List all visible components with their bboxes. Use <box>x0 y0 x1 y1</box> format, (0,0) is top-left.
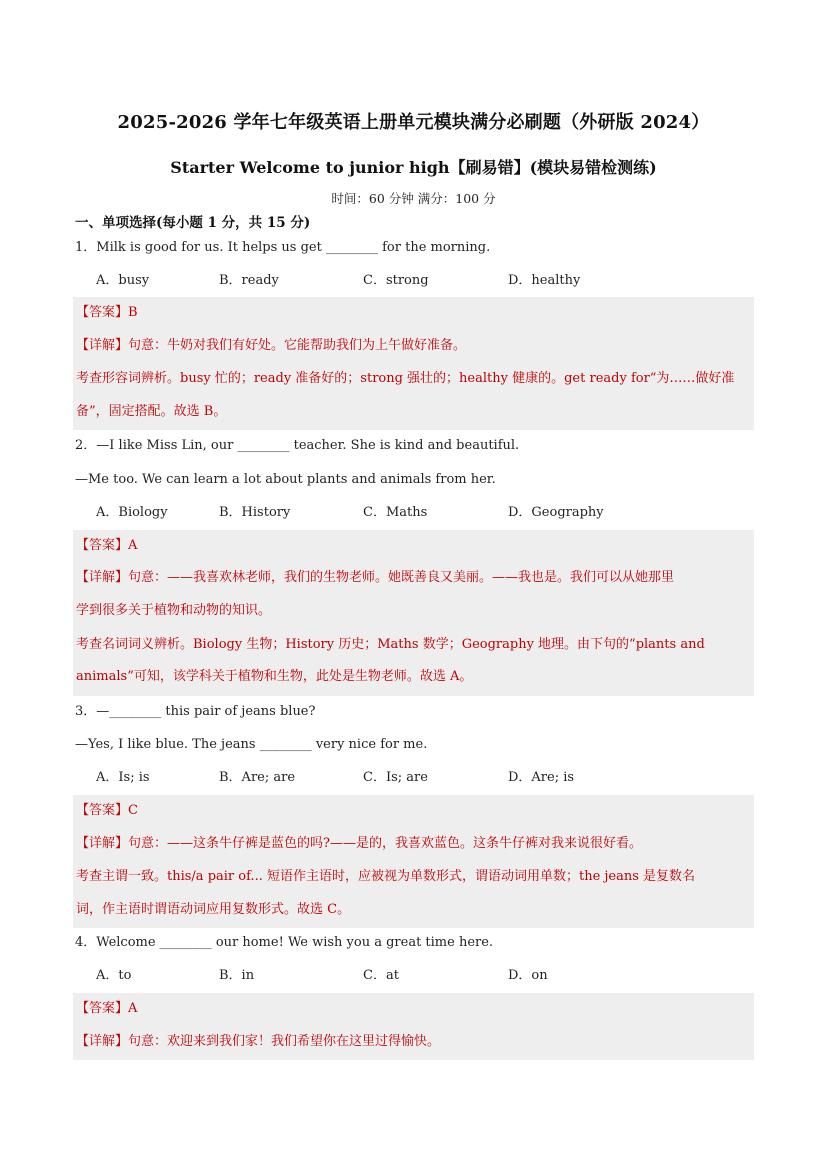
option-a: A．busy <box>96 273 150 288</box>
question-2-stem: 2．—I like Miss Lin, our ________ teacher. She is kind and beautiful. <box>75 438 520 453</box>
option-a: A．Biology <box>96 505 168 520</box>
option-c: C．Is; are <box>363 770 428 785</box>
answer-detail: 【详解】句意：——这条牛仔裤是蓝色的吗?——是的，我喜欢蓝色。这条牛仔裤对我来说很好看。 <box>76 836 642 851</box>
answer-detail: 考查形容词辨析。busy 忙的；ready 准备好的；strong 强壮的；healthy 健康的。get ready for“为……做好准 <box>76 371 735 386</box>
option-a: A．to <box>96 968 132 983</box>
option-d: D．Geography <box>508 505 604 520</box>
answer-detail: 考查主谓一致。this/a pair of... 短语作主语时，应被视为单数形式，谓语动词用单数；the jeans 是复数名 <box>76 869 696 884</box>
question-2-options <box>96 503 696 523</box>
answer-detail: 学到很多关于植物和动物的知识。 <box>76 603 272 618</box>
question-1-options <box>96 271 696 291</box>
document-title: 2025-2026 学年七年级英语上册单元模块满分必刷题（外研版 2024） <box>117 112 710 133</box>
answer-detail: 考查名词词义辨析。Biology 生物；History 历史；Maths 数学；Geography 地理。由下句的“plants and <box>76 637 705 652</box>
answer-label: 【答案】C <box>76 803 138 818</box>
answer-detail: 【详解】句意：牛奶对我们有好处。它能帮助我们为上午做好准备。 <box>76 338 467 353</box>
option-b: B．in <box>219 968 255 983</box>
answer-detail: 【详解】句意：——我喜欢林老师，我们的生物老师。她既善良又美丽。——我也是。我们可以从她那里 <box>76 570 675 585</box>
option-c: C．at <box>363 968 399 983</box>
question-4-answer-box <box>73 993 754 1060</box>
option-c: C．strong <box>363 273 429 288</box>
question-4-options <box>96 966 696 986</box>
document-subtitle: Starter Welcome to junior high【刷易错】(模块易错检测练) <box>170 158 657 177</box>
answer-detail: 备”，固定搭配。故选 B。 <box>76 404 227 419</box>
option-a: A．Is; is <box>96 770 150 785</box>
answer-detail: animals”可知，该学科关于植物和生物，此处是生物老师。故选 A。 <box>76 669 473 684</box>
answer-detail: 【详解】句意：欢迎来到我们家！我们希望你在这里过得愉快。 <box>76 1034 441 1049</box>
question-4-stem: 4．Welcome ________ our home! We wish you a great time here. <box>75 935 494 950</box>
option-d: D．on <box>508 968 548 983</box>
answer-label: 【答案】A <box>76 538 138 553</box>
option-b: B．Are; are <box>219 770 296 785</box>
question-1-stem: 1．Milk is good for us. It helps us get ________ for the morning. <box>75 240 491 255</box>
answer-label: 【答案】A <box>76 1001 138 1016</box>
option-d: D．Are; is <box>508 770 575 785</box>
option-b: B．ready <box>219 273 279 288</box>
answer-label: 【答案】B <box>76 305 138 320</box>
question-3-options <box>96 768 696 788</box>
section-heading: 一、单项选择(每小题 1 分，共 15 分) <box>75 215 311 231</box>
question-2-answer-box <box>73 530 754 696</box>
question-3-answer-box <box>73 795 754 928</box>
question-3-reply: —Yes, I like blue. The jeans ________ very nice for me. <box>75 737 428 752</box>
option-b: B．History <box>219 505 291 520</box>
answer-detail: 词，作主语时谓语动词应用复数形式。故选 C。 <box>76 902 351 917</box>
exam-meta: 时间：60 分钟 满分：100 分 <box>331 191 496 206</box>
question-3-stem: 3．—________ this pair of jeans blue? <box>75 704 316 719</box>
question-2-reply: —Me too. We can learn a lot about plants and animals from her. <box>75 472 496 487</box>
question-1-answer-box <box>73 297 754 430</box>
option-c: C．Maths <box>363 505 428 520</box>
option-d: D．healthy <box>508 273 581 288</box>
